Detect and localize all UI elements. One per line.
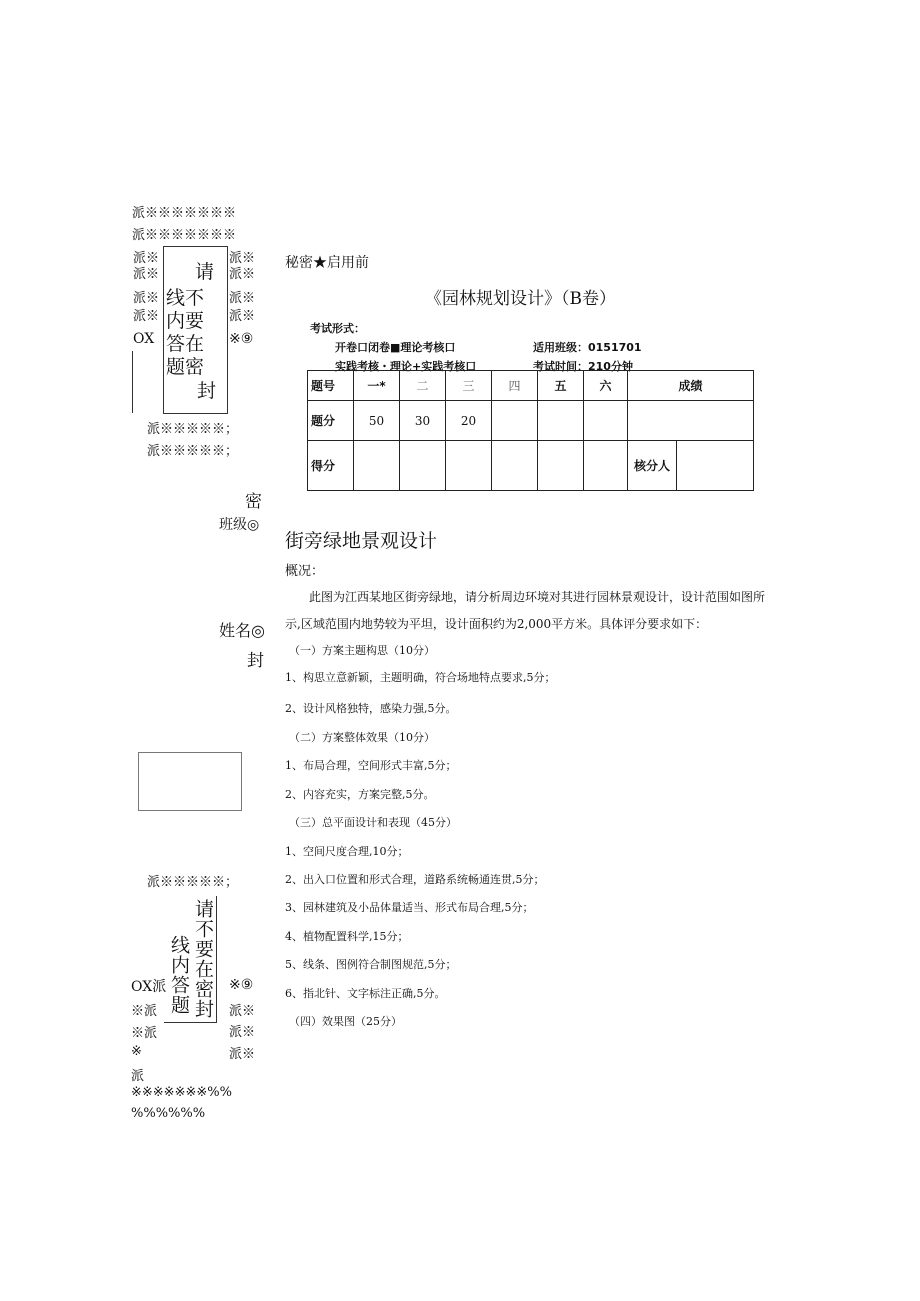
score-cell (584, 441, 628, 491)
margin-row-mid: 派※※※※※； (147, 444, 239, 459)
seal-text-vertical: 请不要在密封 (192, 899, 214, 1019)
margin-left-mark: ※派 (131, 1026, 158, 1041)
total-score-cell (628, 401, 754, 441)
exam-time: 考试时间：210分钟 (533, 360, 633, 373)
margin-left-mark: 派※ (133, 309, 160, 324)
margin-right-mark: 派※ (229, 1025, 256, 1040)
score-header-cell: 六 (584, 371, 628, 401)
score-cell (492, 441, 538, 491)
score-header-cell: 五 (538, 371, 584, 401)
criteria-item: 2、出入口位置和形式合理，道路系统畅通连贯,5分； (285, 873, 545, 886)
criteria-item: 1、空间尺度合理,10分； (285, 845, 409, 858)
score-header-cell: 题号 (308, 371, 354, 401)
score-cell (584, 401, 628, 441)
criteria-item: 2、内容充实，方案完整,5分。 (285, 788, 435, 801)
seal-char-mi: 密 (245, 492, 262, 512)
score-cell: 50 (354, 401, 400, 441)
criteria-item: 3、园林建筑及小品体量适当、形式布局合理,5分； (285, 901, 534, 914)
margin-left-mark: ※派 (131, 1004, 158, 1019)
exam-form-line1: 开卷口闭卷■理论考核口 (335, 341, 456, 354)
margin-row-bottom: ※※※※※※※%% (131, 1085, 232, 1100)
criteria-section: （四）效果图（25分） (289, 1015, 402, 1028)
margin-line (132, 351, 133, 413)
seal-text-line: 内要 (166, 310, 205, 332)
margin-circle9: ※⑨ (229, 331, 254, 347)
score-cell: 题分 (308, 401, 354, 441)
criteria-section: （二）方案整体效果（10分） (289, 731, 435, 744)
score-cell (538, 441, 584, 491)
margin-right-mark: 派※ (229, 309, 256, 324)
question-heading: 街旁绿地景观设计 (285, 530, 438, 552)
score-header-cell: 一* (354, 371, 400, 401)
overview-paragraph: 此图为江西某地区街旁绿地，请分析周边环境对其进行园林景观设计，设计范围如图所 (309, 590, 766, 604)
name-label: 姓名◎ (219, 621, 265, 640)
margin-right-mark: 派※ (229, 291, 256, 306)
exam-form-line2: 实践考核・理论+实践考核口 (335, 360, 477, 373)
score-header-cell: 二 (400, 371, 446, 401)
score-cell (354, 441, 400, 491)
seal-text-first: 请 (195, 261, 215, 283)
student-id-box (138, 752, 242, 811)
margin-row-mid: 派※※※※※； (147, 422, 239, 437)
margin-row-top-1: 派※※※※※※※ (132, 206, 237, 221)
criteria-section: （一）方案主题构思（10分） (289, 644, 435, 657)
margin-ox: OX (133, 331, 155, 347)
seal-text-vertical: 线内答题 (168, 935, 190, 1015)
margin-ox: OX派 (131, 979, 167, 995)
criteria-item: 2、设计风格独特，感染力强,5分。 (285, 702, 457, 715)
overview-label: 概况： (285, 564, 325, 579)
margin-row-top-2: 派※※※※※※※ (132, 228, 237, 243)
criteria-item: 1、构思立意新颖，主题明确，符合场地特点要求,5分； (285, 671, 556, 684)
margin-row-low: 派※※※※※； (147, 875, 239, 890)
score-header-cell: 成绩 (628, 371, 754, 401)
seal-char-feng: 封 (247, 651, 264, 671)
margin-left-mark: 派 (131, 1069, 145, 1084)
margin-left-mark: 派※ (133, 251, 160, 266)
seal-text-line: 题密 (166, 356, 205, 378)
margin-right-mark: 派※ (229, 251, 256, 266)
applicable-class: 适用班级：0151701 (533, 341, 642, 354)
grader-label: 核分人 (628, 441, 677, 491)
score-cell (538, 401, 584, 441)
margin-right-mark: 派※ (229, 267, 256, 282)
score-cell: 得分 (308, 441, 354, 491)
secret-level: 秘密★启用前 (285, 255, 369, 271)
criteria-item: 4、植物配置科学,15分； (285, 930, 409, 943)
margin-left-mark: ※ (131, 1044, 142, 1059)
seal-text-line: 答在 (166, 333, 205, 355)
score-header-cell: 四 (492, 371, 538, 401)
class-label: 班级◎ (219, 517, 260, 533)
criteria-item: 5、线条、图例符合制图规范,5分； (285, 958, 457, 971)
margin-left-mark: 派※ (133, 267, 160, 282)
score-table (307, 370, 754, 491)
overview-paragraph: 示,区域范围内地势较为平坦，设计面积约为2,000平方米。具体评分要求如下： (285, 617, 708, 631)
criteria-item: 6、指北针、文字标注正确,5分。 (285, 987, 446, 1000)
grader-signature-cell (677, 441, 754, 491)
margin-left-mark: 派※ (133, 291, 160, 306)
score-cell: 30 (400, 401, 446, 441)
seal-text-line: 封 (197, 380, 217, 402)
score-cell (400, 441, 446, 491)
score-cell (446, 441, 492, 491)
score-cell: 20 (446, 401, 492, 441)
exam-title: 《园林规划设计》（B卷） (425, 289, 616, 309)
exam-form-label: 考试形式： (310, 322, 365, 335)
seal-text-line: 线不 (166, 287, 205, 309)
margin-right-mark: 派※ (229, 1047, 256, 1062)
score-cell (492, 401, 538, 441)
margin-right-mark: 派※ (229, 1004, 256, 1019)
criteria-section: （三）总平面设计和表现（45分） (289, 816, 457, 829)
margin-row-bottom: %%%%%% (131, 1106, 206, 1121)
score-header-cell: 三 (446, 371, 492, 401)
criteria-item: 1、布局合理，空间形式丰富,5分； (285, 759, 457, 772)
margin-circle9: ※⑨ (229, 977, 254, 993)
